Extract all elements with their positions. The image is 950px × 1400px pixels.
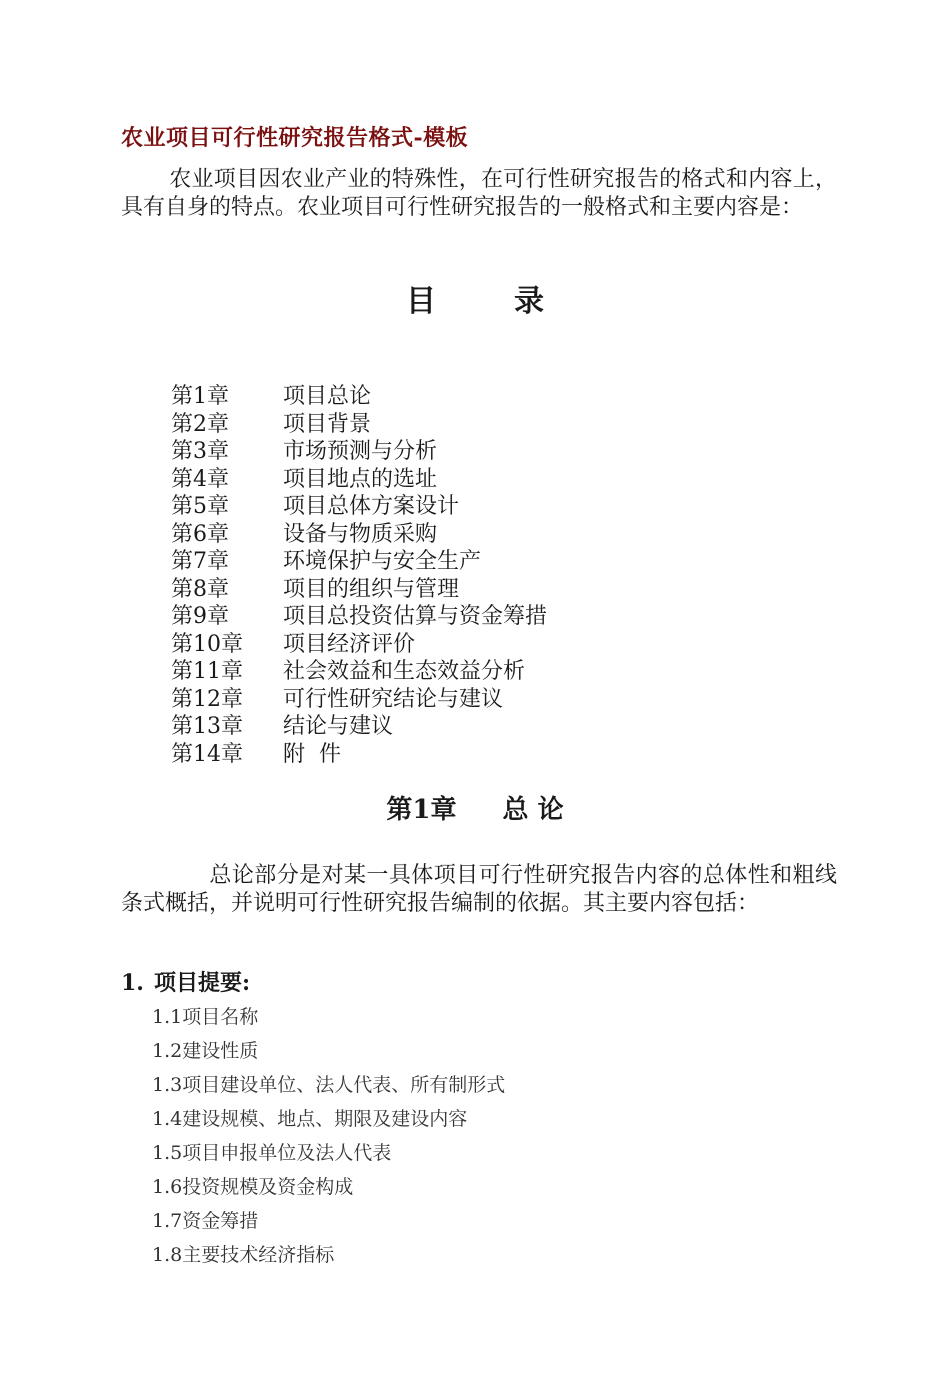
toc-heading-left: 目: [406, 284, 436, 319]
toc-item: [171, 466, 547, 494]
list-item: 1.7资金筹措: [152, 1210, 259, 1232]
intro-text: 农业项目因农业产业的特殊性，在可行性研究报告的格式和内容上，具有自身的特点。农业项目可行性研究报告的一般格式和主要内容是：: [121, 167, 837, 220]
toc-chapter-title: 项目总体方案设计: [283, 494, 460, 519]
chapter-number: 第1章: [386, 795, 457, 825]
document-title: 农业项目可行性研究报告格式-模板: [121, 125, 469, 151]
toc-chapter-title: 可行性研究结论与建议: [283, 686, 504, 712]
toc-item: [171, 493, 547, 521]
toc-heading: [0, 282, 950, 322]
list-item: 1.2建设性质: [152, 1040, 259, 1062]
toc-item: [171, 521, 547, 549]
toc-chapter-number: 第4章: [171, 466, 229, 492]
list-item: 1.5项目申报单位及法人代表: [152, 1142, 392, 1164]
toc-chapter-number: 第7章: [171, 549, 229, 574]
toc-chapter-number: 第2章: [171, 411, 229, 437]
intro-paragraph: [121, 166, 837, 222]
list-item: 1.4建设规模、地点、期限及建设内容: [152, 1108, 468, 1130]
toc-item: [171, 741, 547, 769]
toc-chapter-title: 项目总论: [283, 384, 372, 409]
toc-item: [171, 438, 547, 466]
section-title: 项目提要:: [153, 970, 251, 996]
toc-chapter-number: 第6章: [171, 521, 229, 547]
section-1-items: [152, 1003, 505, 1275]
toc-chapter-number: 第9章: [171, 604, 229, 629]
toc-chapter-number: 第12章: [171, 686, 243, 712]
toc-chapter-number: 第1章: [171, 384, 229, 409]
summary-text: 总论部分是对某一具体项目可行性研究报告内容的总体性和粗线条式概括，并说明可行性研究报告编制的依据。其主要内容包括：: [121, 863, 837, 916]
list-item: 1.8主要技术经济指标: [152, 1244, 335, 1266]
toc-item: [171, 658, 547, 686]
toc-chapter-number: 第3章: [171, 439, 229, 464]
toc-chapter-number: 第8章: [171, 576, 229, 602]
toc-chapter-title: 结论与建议: [283, 714, 394, 739]
toc-item: [171, 603, 547, 631]
toc-chapter-number: 第10章: [171, 631, 243, 657]
toc-chapter-title: 项目的组织与管理: [283, 576, 460, 602]
list-item: 1.1项目名称: [152, 1006, 259, 1028]
toc-item: [171, 383, 547, 411]
toc-item: [171, 411, 547, 439]
toc-chapter-title: 项目地点的选址: [283, 466, 438, 492]
toc-item: [171, 686, 547, 714]
toc-chapter-number: 第5章: [171, 494, 229, 519]
section-number: 1.: [121, 970, 144, 996]
chapter-title: 总 论: [502, 795, 564, 825]
table-of-contents: [171, 383, 547, 768]
chapter-1-summary: [121, 862, 837, 918]
toc-item: [171, 576, 547, 604]
toc-chapter-title: 附 件: [283, 741, 341, 767]
toc-item: [171, 631, 547, 659]
toc-chapter-title: 环境保护与安全生产: [283, 549, 482, 574]
list-item: 1.6投资规模及资金构成: [152, 1176, 354, 1198]
section-1-heading: [121, 968, 250, 998]
toc-chapter-title: 设备与物质采购: [283, 521, 438, 547]
toc-heading-right: 录: [514, 284, 544, 319]
toc-chapter-title: 社会效益和生态效益分析: [283, 659, 526, 684]
toc-chapter-title: 项目经济评价: [283, 631, 416, 657]
toc-chapter-number: 第11章: [171, 659, 243, 684]
toc-item: [171, 548, 547, 576]
toc-chapter-title: 市场预测与分析: [283, 439, 438, 464]
chapter-1-heading: [0, 792, 950, 828]
toc-chapter-number: 第13章: [171, 714, 243, 739]
toc-chapter-title: 项目总投资估算与资金筹措: [283, 604, 548, 629]
toc-chapter-number: 第14章: [171, 741, 243, 767]
list-item: 1.3项目建设单位、法人代表、所有制形式: [152, 1074, 506, 1096]
toc-item: [171, 713, 547, 741]
toc-chapter-title: 项目背景: [283, 411, 372, 437]
